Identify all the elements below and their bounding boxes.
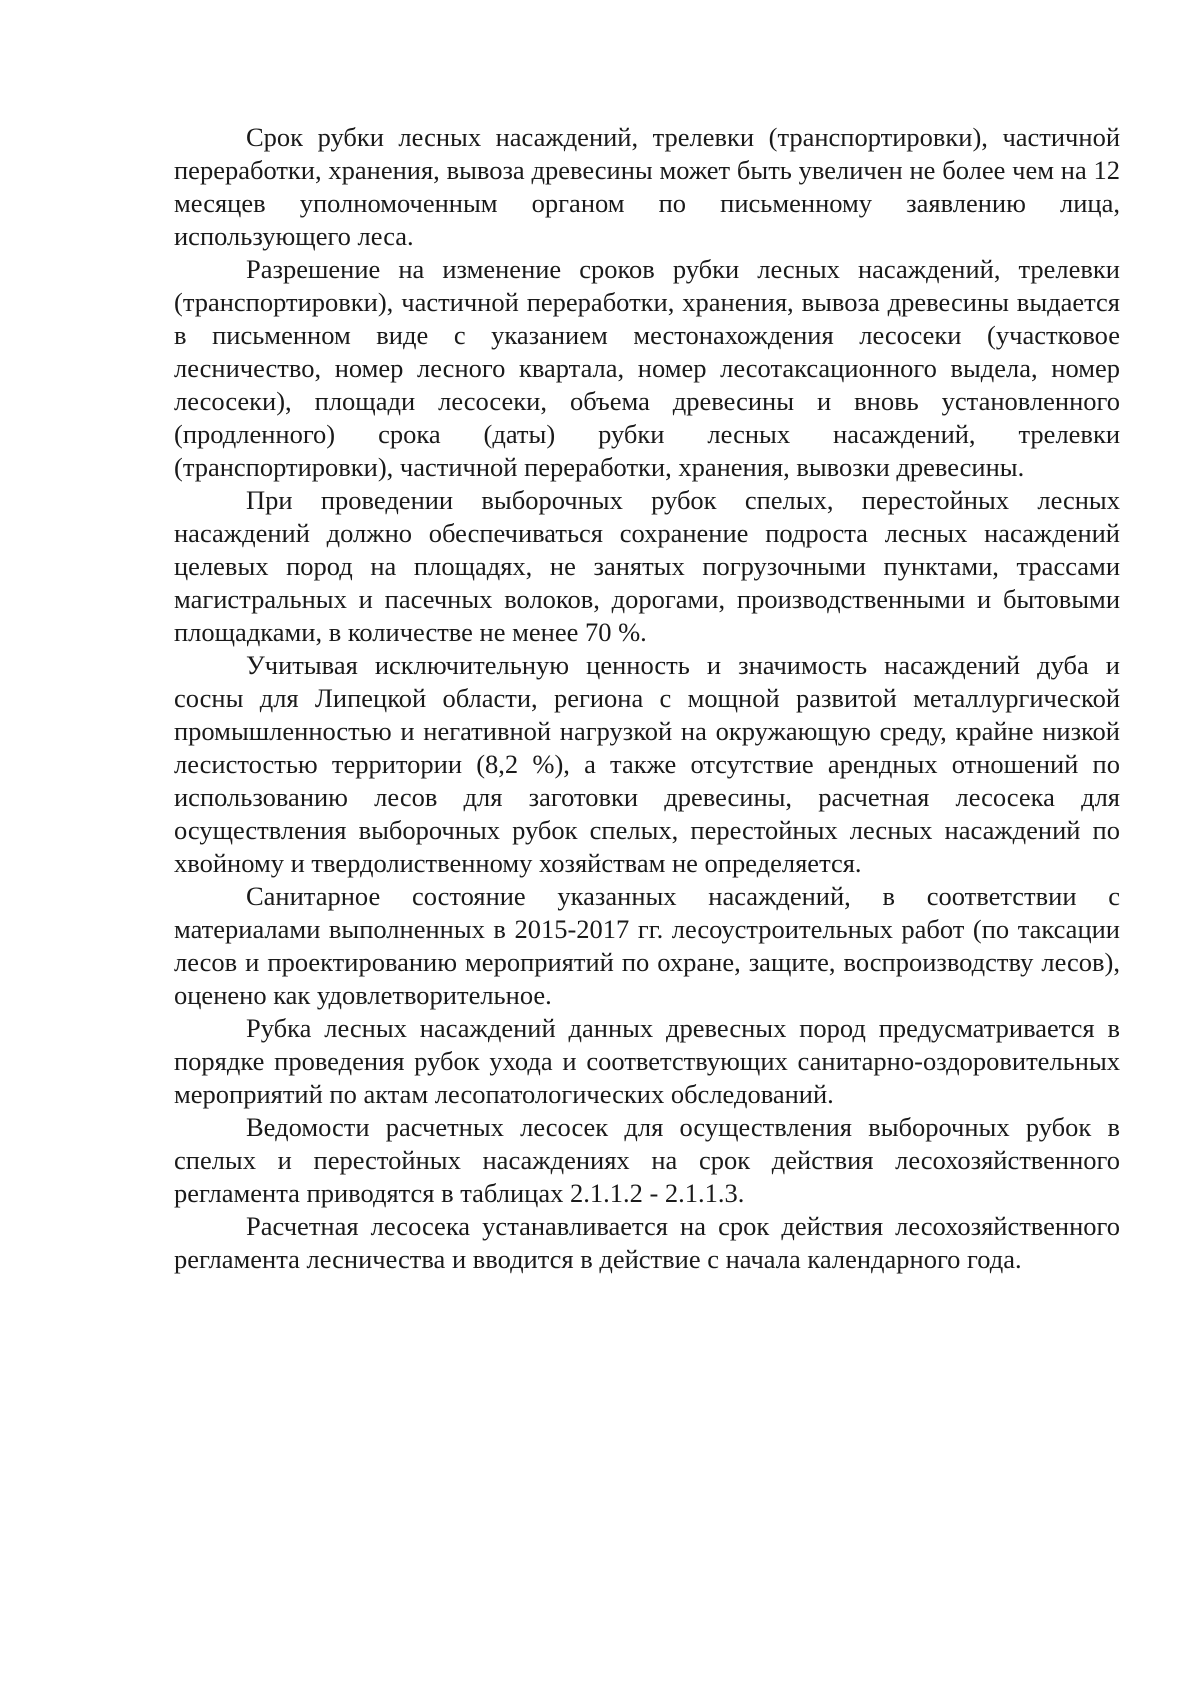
paragraph-4: Учитывая исключительную ценность и значимость насаждений дуба и сосны для Липецкой области, региона с мощной развитой металлургической промышленностью и негативной нагрузкой на окружающую среду, крайне низкой лесистостью территории (8,2 %), а также отсутствие арендных отношений по использованию лесов для заготовки древесины, расчетная лесосека для осуществления выборочных рубок спелых, перестойных лесных насаждений по хвойному и твердолиственному хозяйствам не определяется. — [174, 650, 1120, 878]
paragraph-3: При проведении выборочных рубок спелых, перестойных лесных насаждений должно обеспечиваться сохранение подроста лесных насаждений целевых пород на площадях, не занятых погрузочными пунктами, трассами магистральных и пасечных волоков, дорогами, производственными и бытовыми площадками, в количестве не менее 70 %. — [174, 485, 1120, 647]
paragraph-5: Санитарное состояние указанных насаждений, в соответствии с материалами выполненных в 2015-2017 гг. лесоустроительных работ (по таксации лесов и проектированию мероприятий по охране, защите, воспроизводству лесов), оценено как удовлетворительное. — [174, 881, 1120, 1010]
paragraph-6: Рубка лесных насаждений данных древесных пород предусматривается в порядке проведения рубок ухода и соответствующих санитарно-оздоровительных мероприятий по актам лесопатологических обследований. — [174, 1013, 1120, 1109]
paragraph-1: Срок рубки лесных насаждений, трелевки (транспортировки), частичной переработки, хранения, вывоза древесины может быть увеличен не более чем на 12 месяцев уполномоченным органом по письменному заявлению лица, использующего леса. — [174, 122, 1120, 251]
paragraph-2: Разрешение на изменение сроков рубки лесных насаждений, трелевки (транспортировки), частичной переработки, хранения, вывоза древесины выдается в письменном виде с указанием местонахождения лесосеки (участковое лесничество, номер лесного квартала, номер лесотаксационного выдела, номер лесосеки), площади лесосеки, объема древесины и вновь установленного (продленного) срока (даты) рубки лесных насаждений, трелевки (транспортировки), частичной переработки, хранения, вывозки древесины. — [174, 254, 1120, 482]
document-body — [174, 121, 1120, 1276]
paragraph-8: Расчетная лесосека устанавливается на срок действия лесохозяйственного регламента лесничества и вводится в действие с начала календарного года. — [174, 1211, 1120, 1274]
paragraph-7: Ведомости расчетных лесосек для осуществления выборочных рубок в спелых и перестойных насаждениях на срок действия лесохозяйственного регламента приводятся в таблицах 2.1.1.2 - 2.1.1.3. — [174, 1112, 1120, 1208]
